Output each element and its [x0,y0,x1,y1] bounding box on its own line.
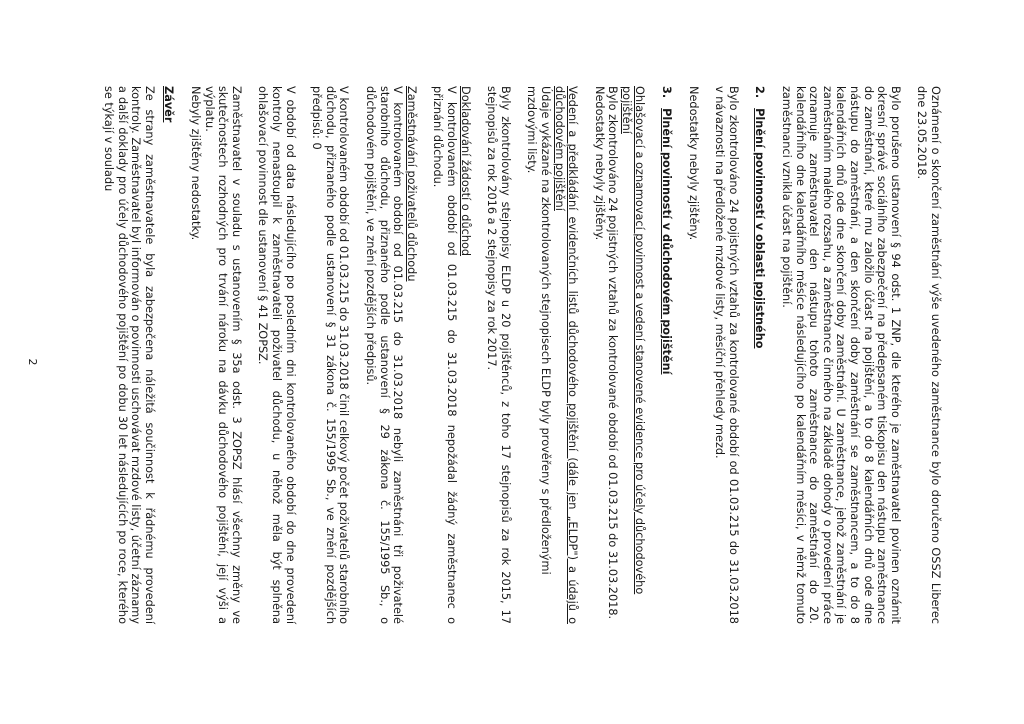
employed-pensioners-text-4: Zaměstnavatel v souladu s ustanovením § 35a odst. 3 ZOPSZ hlásí všechny změny ve skutečnostech rozhodných pro trvání nároku na dávku důchodového pojištění, její výši a výplatu. [202,86,243,624]
eldp-block [525,86,579,624]
section-2-number: 2. [753,86,767,99]
skonceni-notice-paragraph: Oznámení o skončení zaměstnání výše uvedeného zaměstnance bylo doručeno OSSZ Liberec dne 23.05.2018. [915,86,942,624]
pension-requests-text: V kontrolovaném období od 01.03.215 do 31.03.2018 nepožádal žádný zaměstnanec o přiznání důchodu. [431,86,458,624]
employed-pensioners-text-3: V období od data následujícího po posledním dni kontrolovaného období do dne provedení kontroly nenastoupil k zaměstnavateli poživatel důchodu, u něhož měla být splněna ohlašovací povinnost dle ustanovení § 41 ZOPSZ. [256,86,297,624]
section-2 [686,86,766,624]
section-2-heading [753,86,767,624]
reporting-finding: Nedostatky nebyly zjištěny. [592,86,606,241]
page-number: 2 [26,358,39,366]
section-2-title: Plnění povinností v oblasti pojistného [753,108,767,349]
employed-pensioners-block-2 [188,86,242,624]
section-3-heading [660,86,674,624]
section-3 [188,86,673,624]
conclusion-heading: Závěr [162,86,176,123]
section-2-text: Bylo zkontrolováno 24 pojistných vztahů za kontrolované období od 01.03.215 do 31.03.2018 v návaznosti na předložené mzdové listy, měsíční přehledy mezd. [713,86,740,624]
eldp-text: Údaje vykázané na zkontrolovaných stejnopisech ELDP byly prověřeny s předloženými mzdovými listy. [525,86,552,575]
conclusion-text: Ze strany zaměstnavatele byla zabezpečena náležitá součinnost k řádnému provedení kontroly. Zaměstnavatel byl informován o povinnosti uschovávat mzdové listy, účetní záznamy a další doklady pro účely důchodového pojištění po dobu 30 let následujících po roce, kterého se týkají v souladu [102,86,156,624]
eldp-heading: Vedení a předkládání evidenčních listů důchodového pojištění (dále jen „ELDP") a údajů o důchodovém pojištění [552,86,580,624]
pension-requests-block [431,86,472,624]
employed-pensioners-finding: Nebyly zjištěny nedostatky. [189,86,203,241]
section-3-number: 3. [660,86,674,99]
reporting-block [592,86,646,624]
reporting-text: Bylo zkontrolováno 24 pojistných vztahů za kontrolované období od 01.03.215 do 31.03.2018. [606,86,620,620]
pension-requests-heading: Dokladování žádostí o důchod [458,86,472,257]
eldp-counts: Byly zkontrolovány stejnopisy ELDP u 20 pojištěnců, z toho 17 stejnopisů za rok 2015, 17 stejnopisů za rok 2016 a 2 stejnopisy za rok 2017. [485,86,512,624]
employed-pensioners-text: V kontrolovaném období od 01.03.215 do 31.03.2018 nebyli zaměstnáni tři poživatelé starobního důchodu, přiznaného podle ustanovení § 29 zákona č. 155/1995 Sb., o důchodovém pojištění, ve znění pozdějších předpisů. [364,86,405,624]
section-3-title: Plnění povinností v důchodovém pojištění [660,108,674,375]
section-2-finding: Nedostatky nebyly zjištěny. [686,86,700,241]
reporting-heading: Ohlašovací a oznamovací povinnost a vedení stanovené evidence pro účely důchodového pojištění [619,86,647,595]
violation-paragraph: Bylo porušeno ustanovení § 94 odst. 1 ZNP, dle kterého je zaměstnavatel povinen oznámit okresní správě sociálního zabezpečení na předepsaném tiskopisu den nástupu zaměstnance do zaměstnání, které mu založilo účast na pojištění, a to do 8 kalendářních dnů ode dne nástupu do zaměstnání, a den skončení doby zaměstnání se zaměstnancem, a to do 8 kalendářních dnů ode dne skončení doby zaměstnání. U zaměstnance, jehož zaměstnání je zaměstnáním malého rozsahu, a zaměstnance činného na základě dohody o provedení práce oznamuje zaměstnavatel den nástupu tohoto zaměstnance do zaměstnání do 20. kalendářního dne kalendářního měsíce následujícího po kalendářním měsíci, v němž tomuto zaměstnanci vznikla účast na pojištění. [780,86,902,624]
employed-pensioners-heading: Zaměstnávání poživatelů důchodu [404,86,418,282]
conclusion [102,86,176,624]
employed-pensioners-text-2: V kontrolovaném období od 01.03.215 do 31.03.2018 činil celkový počet poživatelů starobního důchodu, přiznaného podle ustanovení § 31 zákona č. 155/1995 Sb., ve znění pozdějších předpisů: 0 [310,86,351,624]
section-2-paragraph [713,86,740,624]
employed-pensioners-block [363,86,417,624]
